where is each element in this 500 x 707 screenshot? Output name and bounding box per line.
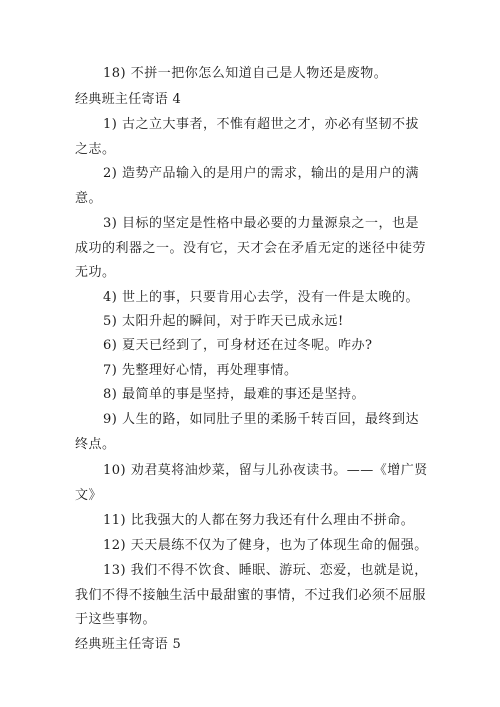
quote-3-line-1: 3) 目标的坚定是性格中最必要的力量源泉之一，也是 [103, 216, 419, 231]
quote-5: 5) 太阳升起的瞬间，对于昨天已成永远! [103, 314, 344, 329]
quote-13-line-1: 13) 我们不得不饮食、睡眠、游玩、恋爱，也就是说， [103, 563, 428, 578]
quote-10-line-1: 10) 劝君莫将油炒菜，留与儿孙夜读书。——《增广贤 [103, 463, 428, 478]
quote-9-line-1: 9) 人生的路，如同肚子里的柔肠千转百回，最终到达 [103, 412, 419, 427]
quote-2-line-1: 2) 造势产品输入的是用户的需求，输出的是用户的满 [103, 166, 419, 181]
quote-11: 11) 比我强大的人都在努力我还有什么理由不拼命。 [103, 513, 415, 528]
quote-6: 6) 夏天已经到了，可身材还在过冬呢。咋办? [103, 338, 373, 353]
quote-13-line-3: 于这些事物。 [75, 612, 157, 627]
quote-12: 12) 天天晨练不仅为了健身，也为了体现生命的倔强。 [103, 538, 428, 553]
quote-1-line-2: 之志。 [75, 142, 116, 157]
quote-18: 18) 不拼一把你怎么知道自己是人物还是废物。 [103, 66, 388, 81]
quote-10-line-2: 文》 [75, 488, 103, 503]
quote-3-line-2: 成功的利器之一。没有它，天才会在矛盾无定的迷径中徒劳 [75, 241, 427, 256]
quote-7: 7) 先整理好心情，再处理事情。 [103, 363, 298, 378]
section-heading-5: 经典班主任寄语 5 [75, 637, 182, 652]
quote-4: 4) 世上的事，只要肯用心去学，没有一件是太晚的。 [103, 290, 419, 305]
quote-2-line-2: 意。 [75, 191, 103, 206]
quote-3-line-3: 无功。 [75, 265, 116, 280]
quote-13-line-2: 我们不得不接触生活中最甜蜜的事情，不过我们必须不屈服 [75, 588, 427, 603]
quote-9-line-2: 终点。 [75, 437, 116, 452]
quote-8: 8) 最简单的事是坚持，最难的事还是坚持。 [103, 387, 365, 402]
section-heading-4: 经典班主任寄语 4 [75, 92, 182, 107]
quote-1-line-1: 1) 古之立大事者，不惟有超世之才，亦必有坚韧不拔 [103, 117, 419, 132]
